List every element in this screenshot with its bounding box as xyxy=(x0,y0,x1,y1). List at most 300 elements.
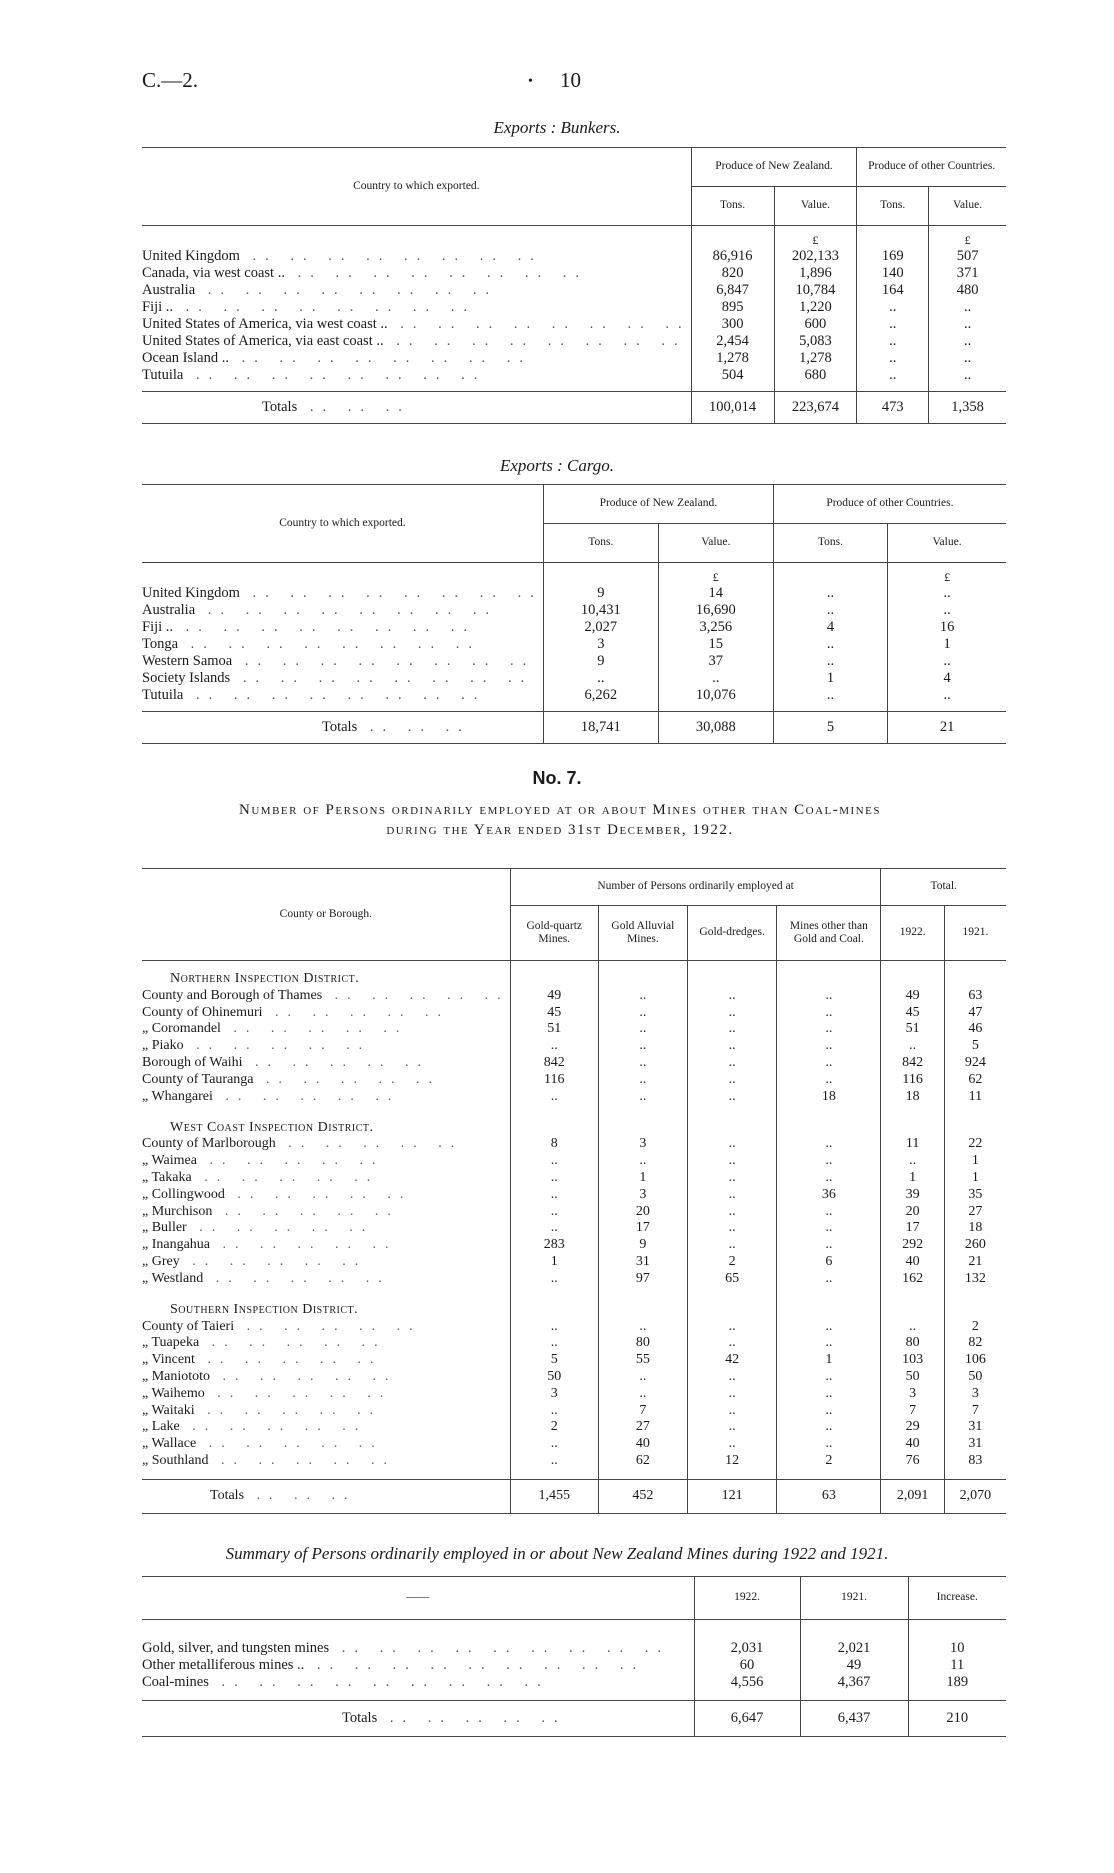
bunkers-ot-tons: .. xyxy=(857,316,929,333)
no7-mines-other: .. xyxy=(777,1436,881,1453)
no7-row xyxy=(142,988,1006,1005)
no7-row xyxy=(142,1038,1006,1055)
no7-total-mines-other: 63 xyxy=(777,1479,881,1513)
bunkers-ot-value: .. xyxy=(929,333,1006,350)
no7-total-1921: 11 xyxy=(944,1088,1006,1105)
no7-total-1922: 292 xyxy=(881,1237,944,1254)
summary-increase: 189 xyxy=(908,1674,1006,1691)
summary-total-1922: 6,647 xyxy=(694,1701,800,1737)
cargo-row xyxy=(142,653,1006,670)
no7-subtitle xyxy=(120,800,1000,841)
no7-mines-other: .. xyxy=(777,1170,881,1187)
cargo-row-label: Society Islands .. .. .. .. .. .. .. .. xyxy=(142,669,534,686)
no7-gold-quartz: 116 xyxy=(510,1071,598,1088)
no7-row xyxy=(142,1220,1006,1237)
no7-total-1922: .. xyxy=(881,1318,944,1335)
bunkers-col-ot-tons: Tons. xyxy=(857,187,929,226)
no7-gold-quartz: .. xyxy=(510,1335,598,1352)
no7-section-heading-row xyxy=(142,971,1006,988)
no7-gold-alluvial: 31 xyxy=(598,1254,687,1271)
bunkers-nz-value: 1,278 xyxy=(774,350,857,367)
bunkers-nz-tons: 6,847 xyxy=(691,282,774,299)
no7-mines-other: .. xyxy=(777,1402,881,1419)
cargo-totals-label: Totals .. .. .. xyxy=(142,712,543,744)
no7-gold-dredges: .. xyxy=(687,1153,776,1170)
no7-grp-total: Total. xyxy=(881,869,1006,906)
bunkers-nz-tons: 504 xyxy=(691,367,774,384)
no7-subtitle-line2: during the Year ended 31st December, 1922. xyxy=(386,822,734,839)
cargo-nz-tons: 10,431 xyxy=(543,602,658,619)
cargo-total-nz-tons: 18,741 xyxy=(543,712,658,744)
cargo-row-label: Australia .. .. .. .. .. .. .. .. xyxy=(142,601,499,618)
no7-gold-dredges: .. xyxy=(687,1335,776,1352)
no7-col-mines-other: Mines other than Gold and Coal. xyxy=(777,906,881,961)
no7-total-1922: 51 xyxy=(881,1021,944,1038)
no7-row xyxy=(142,1369,1006,1386)
no7-row-label: County of Marlborough .. .. .. .. .. xyxy=(142,1136,464,1152)
no7-gold-quartz: .. xyxy=(510,1402,598,1419)
no7-total-1921: 31 xyxy=(944,1419,1006,1436)
bunkers-totals-label: Totals .. .. .. xyxy=(142,392,691,424)
no7-row xyxy=(142,1055,1006,1072)
page-mark: • xyxy=(528,74,533,89)
cargo-ot-value: 4 xyxy=(888,670,1006,687)
no7-gold-dredges: .. xyxy=(687,1318,776,1335)
bunkers-ot-tons: .. xyxy=(857,367,929,384)
cargo-row-label: Tutuila .. .. .. .. .. .. .. .. xyxy=(142,686,487,703)
no7-mines-other: 6 xyxy=(777,1254,881,1271)
no7-row xyxy=(142,1318,1006,1335)
no7-gold-quartz: .. xyxy=(510,1436,598,1453)
no7-gold-alluvial: 1 xyxy=(598,1170,687,1187)
cargo-currency: £ xyxy=(658,563,773,585)
bunkers-row xyxy=(142,333,1006,350)
no7-total-1921: 31 xyxy=(944,1436,1006,1453)
cargo-col-country: Country to which exported. xyxy=(142,485,543,563)
no7-row-label: „ Wallace .. .. .. .. .. xyxy=(142,1436,384,1452)
no7-mines-other: .. xyxy=(777,1071,881,1088)
cargo-row xyxy=(142,636,1006,653)
no7-total-1921: 46 xyxy=(944,1021,1006,1038)
no7-mines-other: .. xyxy=(777,1237,881,1254)
no7-row-label: „ Maniototo .. .. .. .. .. xyxy=(142,1369,398,1385)
no7-total-1922: 45 xyxy=(881,1004,944,1021)
no7-total-1921: 47 xyxy=(944,1004,1006,1021)
no7-gold-quartz: 45 xyxy=(510,1004,598,1021)
no7-total-1922: 39 xyxy=(881,1186,944,1203)
summary-table xyxy=(142,1576,1006,1739)
no7-gold-alluvial: .. xyxy=(598,1385,687,1402)
no7-row xyxy=(142,1237,1006,1254)
bunkers-row xyxy=(142,299,1006,316)
summary-totals-label: Totals .. .. .. .. .. xyxy=(142,1701,694,1737)
no7-gold-dredges: 42 xyxy=(687,1352,776,1369)
no7-mines-other: .. xyxy=(777,1369,881,1386)
summary-total-1921: 6,437 xyxy=(800,1701,908,1737)
no7-row-label: „ Collingwood .. .. .. .. .. xyxy=(142,1186,413,1202)
no7-gold-alluvial: .. xyxy=(598,1071,687,1088)
no7-total-1922: 40 xyxy=(881,1254,944,1271)
cargo-grp-other: Produce of other Countries. xyxy=(773,485,1006,524)
no7-gold-dredges: .. xyxy=(687,1136,776,1153)
summary-row xyxy=(142,1657,1006,1674)
bunkers-grp-nz: Produce of New Zealand. xyxy=(691,148,857,187)
no7-row-label: County of Ohinemuri .. .. .. .. .. xyxy=(142,1004,451,1020)
no7-gold-dredges: .. xyxy=(687,1071,776,1088)
no7-row xyxy=(142,1021,1006,1038)
bunkers-total-nz-value: 223,674 xyxy=(774,392,857,424)
cargo-row-label: United Kingdom .. .. .. .. .. .. .. .. xyxy=(142,584,543,601)
no7-section-heading-row xyxy=(142,1119,1006,1136)
no7-col-gold-dredges: Gold-dredges. xyxy=(687,906,776,961)
no7-gold-quartz: .. xyxy=(510,1453,598,1470)
bunkers-total-ot-value: 1,358 xyxy=(929,392,1006,424)
cargo-ot-tons: .. xyxy=(773,653,887,670)
cargo-col-ot-tons: Tons. xyxy=(773,524,887,563)
no7-row xyxy=(142,1402,1006,1419)
bunkers-table xyxy=(142,147,1006,426)
summary-1922: 4,556 xyxy=(694,1674,800,1691)
no7-row xyxy=(142,1071,1006,1088)
bunkers-ot-tons: 164 xyxy=(857,282,929,299)
bunkers-col-country: Country to which exported. xyxy=(142,148,691,226)
summary-row xyxy=(142,1674,1006,1691)
cargo-nz-value: 15 xyxy=(658,636,773,653)
no7-total-1922: .. xyxy=(881,1153,944,1170)
no7-mines-other: .. xyxy=(777,1004,881,1021)
summary-row-label: Gold, silver, and tungsten mines .. .. .. .. .. .. .. .. .. xyxy=(142,1639,670,1656)
no7-gold-quartz: .. xyxy=(510,1203,598,1220)
summary-increase: 10 xyxy=(908,1640,1006,1657)
no7-gold-alluvial: .. xyxy=(598,1369,687,1386)
summary-col-increase: Increase. xyxy=(908,1577,1006,1620)
no7-row-label: „ Westland .. .. .. .. .. xyxy=(142,1270,391,1286)
no7-total-1921: 132 xyxy=(944,1270,1006,1287)
no7-gold-alluvial: .. xyxy=(598,1004,687,1021)
no7-total-gold-quartz: 1,455 xyxy=(510,1479,598,1513)
no7-total-1922: 76 xyxy=(881,1453,944,1470)
no7-gold-dredges: .. xyxy=(687,1220,776,1237)
no7-mines-other: .. xyxy=(777,1136,881,1153)
no7-rows xyxy=(142,961,1006,1480)
cargo-table xyxy=(142,484,1006,746)
cargo-nz-tons: 9 xyxy=(543,585,658,602)
no7-grp-employed: Number of Persons ordinarily employed at xyxy=(510,869,881,906)
no7-gold-quartz: .. xyxy=(510,1153,598,1170)
no7-gold-quartz: 8 xyxy=(510,1136,598,1153)
bunkers-ot-value: .. xyxy=(929,350,1006,367)
no7-row xyxy=(142,1385,1006,1402)
no7-gold-dredges: .. xyxy=(687,1436,776,1453)
no7-row-label: „ Waimea .. .. .. .. .. xyxy=(142,1153,385,1169)
no7-row-label: „ Buller .. .. .. .. .. xyxy=(142,1220,375,1236)
no7-gold-quartz: 49 xyxy=(510,988,598,1005)
summary-col-1921: 1921. xyxy=(800,1577,908,1620)
no7-total-1921: 260 xyxy=(944,1237,1006,1254)
bunkers-nz-tons: 86,916 xyxy=(691,248,774,265)
no7-gold-dredges: .. xyxy=(687,1186,776,1203)
no7-gold-dredges: .. xyxy=(687,1419,776,1436)
no7-gold-dredges: 12 xyxy=(687,1453,776,1470)
no7-row-label: Borough of Waihi .. .. .. .. .. xyxy=(142,1055,430,1071)
cargo-row-label: Fiji .. .. .. .. .. .. .. .. .. xyxy=(142,618,477,635)
no7-row-label: „ Tuapeka .. .. .. .. .. xyxy=(142,1335,387,1351)
bunkers-nz-tons: 1,278 xyxy=(691,350,774,367)
cargo-nz-value: 37 xyxy=(658,653,773,670)
bunkers-nz-tons: 300 xyxy=(691,316,774,333)
summary-col-1922: 1922. xyxy=(694,1577,800,1620)
bunkers-row-label: Fiji .. .. .. .. .. .. .. .. .. xyxy=(142,298,477,315)
cargo-ot-value: 1 xyxy=(888,636,1006,653)
no7-col-1921: 1921. xyxy=(944,906,1006,961)
no7-total-gold-alluvial: 452 xyxy=(598,1479,687,1513)
bunkers-nz-tons: 820 xyxy=(691,265,774,282)
no7-gold-quartz: .. xyxy=(510,1270,598,1287)
no7-total-1922: 162 xyxy=(881,1270,944,1287)
no7-row xyxy=(142,1004,1006,1021)
no7-mines-other: .. xyxy=(777,1270,881,1287)
bunkers-row-label: United States of America, via west coast .. .. .. .. .. .. .. .. .. xyxy=(142,315,691,332)
no7-total-1921: 106 xyxy=(944,1352,1006,1369)
no7-row xyxy=(142,1186,1006,1203)
no7-gold-dredges: .. xyxy=(687,1203,776,1220)
bunkers-col-nz-value: Value. xyxy=(774,187,857,226)
no7-gold-alluvial: .. xyxy=(598,1318,687,1335)
no7-row-label: „ Murchison .. .. .. .. .. xyxy=(142,1203,400,1219)
no7-gold-alluvial: .. xyxy=(598,1088,687,1105)
no7-total-1922: .. xyxy=(881,1038,944,1055)
no7-gold-dredges: .. xyxy=(687,1004,776,1021)
bunkers-ot-value: .. xyxy=(929,367,1006,384)
no7-gold-quartz: 1 xyxy=(510,1254,598,1271)
bunkers-nz-tons: 895 xyxy=(691,299,774,316)
no7-mines-other: .. xyxy=(777,1419,881,1436)
summary-total-increase: 210 xyxy=(908,1701,1006,1737)
no7-total-1922: 116 xyxy=(881,1071,944,1088)
bunkers-row-label: Australia .. .. .. .. .. .. .. .. xyxy=(142,281,499,298)
no7-mines-other: .. xyxy=(777,1335,881,1352)
no7-row xyxy=(142,1153,1006,1170)
no7-mines-other: 18 xyxy=(777,1088,881,1105)
summary-caption: Summary of Persons ordinarily employed in or about New Zealand Mines during 1922 and 1921. xyxy=(225,1544,889,1563)
cargo-rows xyxy=(142,585,1006,712)
no7-total-1921: 7 xyxy=(944,1402,1006,1419)
bunkers-nz-value: 5,083 xyxy=(774,333,857,350)
no7-row-label: County of Taieri .. .. .. .. .. xyxy=(142,1318,422,1334)
no7-gold-alluvial: 55 xyxy=(598,1352,687,1369)
document-reference: C.—2. xyxy=(142,68,199,92)
no7-total-1921: 35 xyxy=(944,1186,1006,1203)
no7-col-county: County or Borough. xyxy=(142,869,510,961)
no7-gold-alluvial: .. xyxy=(598,1038,687,1055)
no7-subtitle-line1: Number of Persons ordinarily employed at or about Mines other than Coal-mines xyxy=(239,802,881,818)
no7-total-1921: 1 xyxy=(944,1153,1006,1170)
bunkers-row xyxy=(142,248,1006,265)
no7-mines-other: .. xyxy=(777,1385,881,1402)
no7-gold-alluvial: 7 xyxy=(598,1402,687,1419)
bunkers-ot-value: .. xyxy=(929,299,1006,316)
no7-row-label: County and Borough of Thames .. .. .. .. .. xyxy=(142,987,510,1003)
bunkers-total-nz-tons: 100,014 xyxy=(691,392,774,424)
cargo-row xyxy=(142,687,1006,704)
no7-row xyxy=(142,1170,1006,1187)
no7-total-1922: 7 xyxy=(881,1402,944,1419)
summary-1921: 49 xyxy=(800,1657,908,1674)
cargo-grp-nz: Produce of New Zealand. xyxy=(543,485,773,524)
cargo-ot-value: .. xyxy=(888,602,1006,619)
no7-mines-other: .. xyxy=(777,1153,881,1170)
no7-gold-dredges: .. xyxy=(687,1088,776,1105)
summary-col-blank: —— xyxy=(142,1577,694,1620)
summary-rows xyxy=(142,1640,1006,1691)
bunkers-col-nz-tons: Tons. xyxy=(691,187,774,226)
cargo-row xyxy=(142,670,1006,687)
no7-row-label: „ Vincent .. .. .. .. .. xyxy=(142,1352,383,1368)
no7-total-1921: 82 xyxy=(944,1335,1006,1352)
bunkers-grp-other: Produce of other Countries. xyxy=(857,148,1006,187)
no7-mines-other: .. xyxy=(777,1055,881,1072)
no7-total-1921: 1 xyxy=(944,1170,1006,1187)
no7-gold-alluvial: .. xyxy=(598,1021,687,1038)
no7-total-1921: 2,070 xyxy=(944,1479,1006,1513)
no7-gold-quartz: .. xyxy=(510,1088,598,1105)
no7-row-label: „ Coromandel .. .. .. .. .. xyxy=(142,1021,409,1037)
no7-gold-quartz: 842 xyxy=(510,1055,598,1072)
cargo-ot-tons: .. xyxy=(773,602,887,619)
no7-total-1921: 5 xyxy=(944,1038,1006,1055)
bunkers-row xyxy=(142,282,1006,299)
bunkers-ot-tons: .. xyxy=(857,299,929,316)
no7-section-heading: Southern Inspection District. xyxy=(170,1301,359,1317)
no7-row xyxy=(142,1335,1006,1352)
no7-section-heading-row xyxy=(142,1301,1006,1318)
no7-row xyxy=(142,1436,1006,1453)
bunkers-ot-tons: .. xyxy=(857,350,929,367)
cargo-total-ot-value: 21 xyxy=(888,712,1006,744)
bunkers-caption: Exports : Bunkers. xyxy=(493,118,621,137)
no7-row-label: „ Southland .. .. .. .. .. xyxy=(142,1453,396,1469)
no7-title: No. 7. xyxy=(532,768,582,788)
no7-row xyxy=(142,1088,1006,1105)
cargo-nz-tons: 6,262 xyxy=(543,687,658,704)
cargo-nz-tons: 9 xyxy=(543,653,658,670)
bunkers-row-label: United States of America, via east coast .. .. .. .. .. .. .. .. .. xyxy=(142,332,687,349)
no7-gold-quartz: 5 xyxy=(510,1352,598,1369)
no7-total-1921: 63 xyxy=(944,988,1006,1005)
no7-mines-other: 2 xyxy=(777,1453,881,1470)
no7-row xyxy=(142,1453,1006,1470)
no7-total-1921: 50 xyxy=(944,1369,1006,1386)
no7-row xyxy=(142,1254,1006,1271)
no7-row-label: „ Lake .. .. .. .. .. xyxy=(142,1419,368,1435)
cargo-currency-other: £ xyxy=(888,563,1006,585)
no7-gold-dredges: .. xyxy=(687,988,776,1005)
bunkers-total-ot-tons: 473 xyxy=(857,392,929,424)
no7-gold-alluvial: .. xyxy=(598,988,687,1005)
no7-col-gold-quartz: Gold-quartz Mines. xyxy=(510,906,598,961)
cargo-total-nz-value: 30,088 xyxy=(658,712,773,744)
no7-gold-alluvial: 62 xyxy=(598,1453,687,1470)
cargo-ot-tons: .. xyxy=(773,636,887,653)
no7-total-1921: 27 xyxy=(944,1203,1006,1220)
no7-row xyxy=(142,1270,1006,1287)
cargo-row xyxy=(142,585,1006,602)
no7-total-1922: 40 xyxy=(881,1436,944,1453)
summary-1922: 2,031 xyxy=(694,1640,800,1657)
cargo-row-label: Tonga .. .. .. .. .. .. .. .. xyxy=(142,635,482,652)
no7-totals-label: Totals .. .. .. xyxy=(142,1479,510,1513)
summary-row-label: Other metalliferous mines .. .. .. .. .. .. .. .. .. .. xyxy=(142,1656,646,1673)
bunkers-ot-value: 480 xyxy=(929,282,1006,299)
no7-row-label: County of Tauranga .. .. .. .. .. xyxy=(142,1071,442,1087)
no7-total-1921: 21 xyxy=(944,1254,1006,1271)
no7-gold-dredges: .. xyxy=(687,1237,776,1254)
no7-gold-alluvial: 3 xyxy=(598,1136,687,1153)
cargo-ot-value: 16 xyxy=(888,619,1006,636)
bunkers-currency: £ xyxy=(774,226,857,248)
cargo-ot-value: .. xyxy=(888,653,1006,670)
no7-row xyxy=(142,1352,1006,1369)
no7-total-gold-dredges: 121 xyxy=(687,1479,776,1513)
no7-total-1922: 11 xyxy=(881,1136,944,1153)
cargo-nz-tons: 3 xyxy=(543,636,658,653)
no7-total-1922: 17 xyxy=(881,1220,944,1237)
no7-row-label: „ Piako .. .. .. .. .. xyxy=(142,1038,372,1054)
bunkers-row-label: Tutuila .. .. .. .. .. .. .. .. xyxy=(142,366,487,383)
bunkers-currency-other: £ xyxy=(929,226,1006,248)
summary-1922: 60 xyxy=(694,1657,800,1674)
no7-gold-quartz: .. xyxy=(510,1038,598,1055)
no7-mines-other: 36 xyxy=(777,1186,881,1203)
no7-row xyxy=(142,1203,1006,1220)
cargo-ot-value: .. xyxy=(888,585,1006,602)
no7-mines-other: .. xyxy=(777,1220,881,1237)
bunkers-row-label: Canada, via west coast .. .. .. .. .. .. .. .. .. xyxy=(142,264,588,281)
cargo-row xyxy=(142,602,1006,619)
bunkers-ot-value: 371 xyxy=(929,265,1006,282)
no7-table xyxy=(142,868,1006,1516)
bunkers-nz-value: 680 xyxy=(774,367,857,384)
no7-total-1922: 18 xyxy=(881,1088,944,1105)
bunkers-row xyxy=(142,316,1006,333)
no7-total-1921: 2 xyxy=(944,1318,1006,1335)
no7-gold-alluvial: 20 xyxy=(598,1203,687,1220)
no7-gold-quartz: 3 xyxy=(510,1385,598,1402)
no7-total-1921: 924 xyxy=(944,1055,1006,1072)
no7-gold-dredges: .. xyxy=(687,1170,776,1187)
cargo-total-ot-tons: 5 xyxy=(773,712,887,744)
summary-1921: 4,367 xyxy=(800,1674,908,1691)
bunkers-row-label: Ocean Island .. .. .. .. .. .. .. .. .. xyxy=(142,349,532,366)
bunkers-col-ot-value: Value. xyxy=(929,187,1006,226)
no7-total-1921: 62 xyxy=(944,1071,1006,1088)
no7-total-1921: 83 xyxy=(944,1453,1006,1470)
bunkers-row xyxy=(142,367,1006,384)
no7-total-1921: 18 xyxy=(944,1220,1006,1237)
no7-total-1921: 22 xyxy=(944,1136,1006,1153)
no7-gold-dredges: .. xyxy=(687,1055,776,1072)
cargo-ot-tons: .. xyxy=(773,585,887,602)
cargo-nz-value: .. xyxy=(658,670,773,687)
cargo-nz-tons: 2,027 xyxy=(543,619,658,636)
bunkers-nz-value: 600 xyxy=(774,316,857,333)
no7-gold-dredges: .. xyxy=(687,1021,776,1038)
bunkers-nz-value: 1,220 xyxy=(774,299,857,316)
no7-gold-dredges: .. xyxy=(687,1402,776,1419)
no7-gold-quartz: 51 xyxy=(510,1021,598,1038)
no7-gold-quartz: 50 xyxy=(510,1369,598,1386)
no7-section-heading: Northern Inspection District. xyxy=(170,971,360,986)
